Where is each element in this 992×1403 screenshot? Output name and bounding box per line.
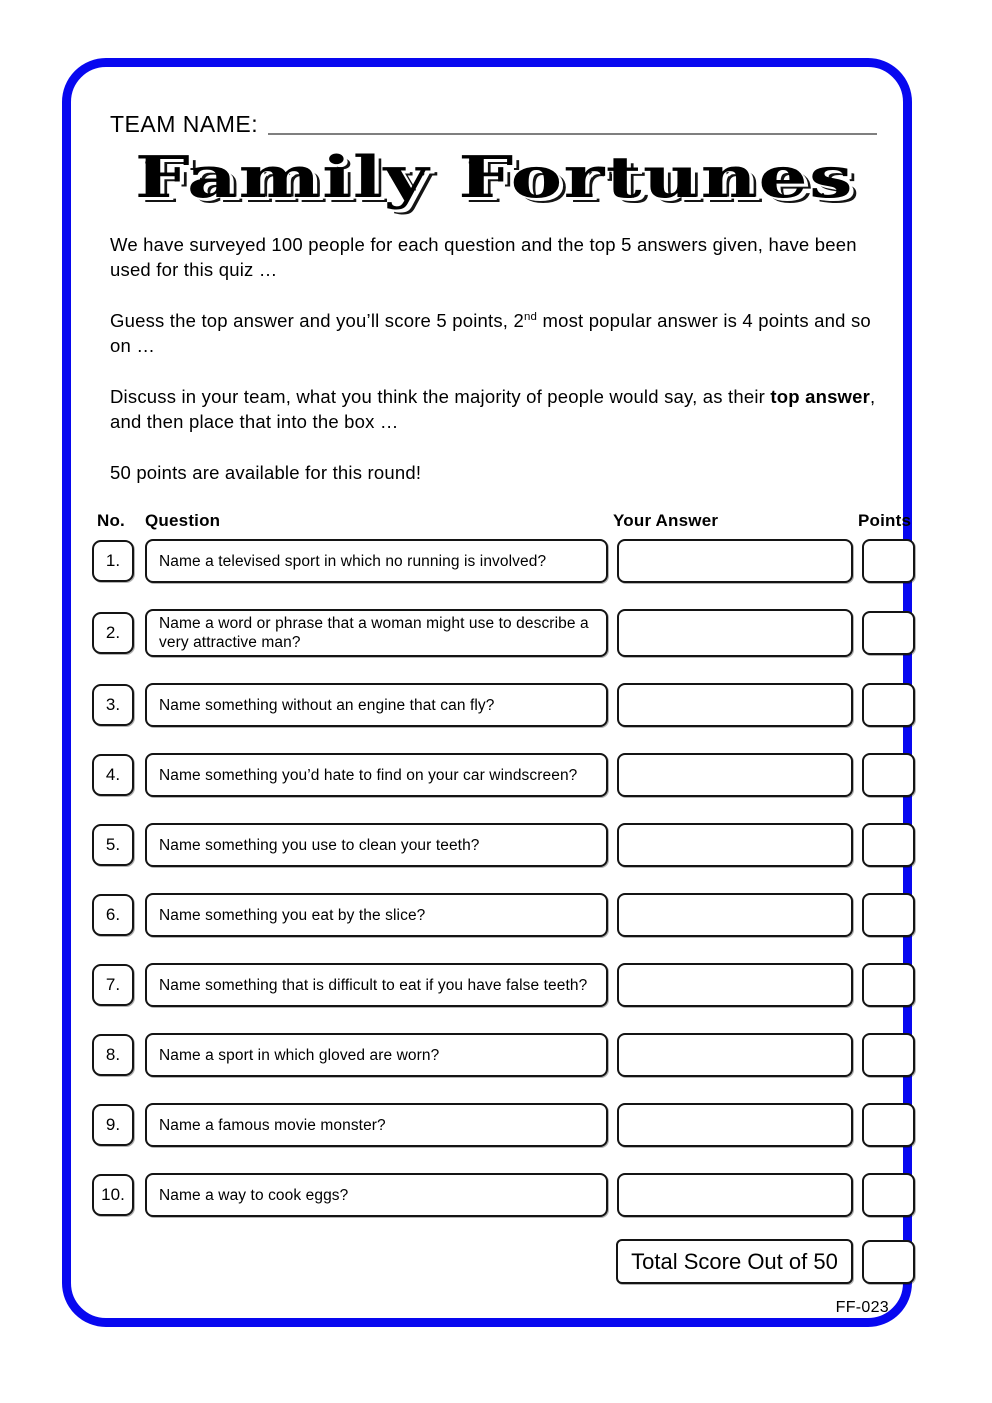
question-number-box — [92, 824, 134, 866]
question-text: Name a televised sport in which no running is involved? — [159, 552, 547, 570]
answer-input-box[interactable] — [617, 963, 853, 1007]
points-input-box[interactable] — [862, 683, 915, 727]
points-input-box[interactable] — [862, 823, 915, 867]
question-number-box — [92, 964, 134, 1006]
page-border — [62, 58, 912, 1327]
table-row — [92, 823, 915, 867]
table-row — [92, 1033, 915, 1077]
points-input-box[interactable] — [862, 1103, 915, 1147]
question-number-box — [92, 894, 134, 936]
question-number-box — [92, 1034, 134, 1076]
points-input-box[interactable] — [862, 539, 915, 583]
question-number: 3. — [105, 695, 121, 714]
question-text: Name something you use to clean your teeth? — [159, 836, 480, 854]
question-text: Name something without an engine that can fly? — [159, 696, 495, 714]
answer-input-box[interactable] — [617, 753, 853, 797]
question-text: Name a sport in which gloved are worn? — [159, 1046, 440, 1064]
table-row — [92, 609, 915, 657]
question-box — [145, 1033, 608, 1077]
team-name-row — [110, 111, 877, 138]
question-text: Name something that is difficult to eat if you have false teeth? — [159, 976, 588, 994]
question-number: 5. — [105, 835, 121, 854]
answer-input-box[interactable] — [617, 1033, 853, 1077]
question-box — [145, 823, 608, 867]
question-number: 10. — [101, 1185, 125, 1204]
intro-paragraph-4: 50 points are available for this round! — [110, 462, 422, 483]
intro-paragraph-2 — [110, 308, 877, 358]
total-score-row — [92, 1239, 915, 1284]
points-input-box[interactable] — [862, 963, 915, 1007]
question-number-box — [92, 612, 134, 654]
question-text: Name a way to cook eggs? — [159, 1186, 349, 1204]
table-row — [92, 539, 915, 583]
intro-p2-text: Guess the top answer and you’ll score 5 points, 2 — [110, 310, 524, 331]
question-box — [145, 1103, 608, 1147]
intro-p2-text-cont: most popular answer is 4 points and so on … — [110, 310, 871, 356]
question-number-box — [92, 1174, 134, 1216]
question-number: 9. — [105, 1115, 121, 1134]
question-number: 4. — [105, 765, 121, 784]
header-your-answer: Your Answer — [613, 511, 719, 530]
question-number: 8. — [105, 1045, 121, 1064]
intro-paragraph-3 — [110, 384, 877, 434]
points-input-box[interactable] — [862, 1173, 915, 1217]
answer-input-box[interactable] — [617, 1103, 853, 1147]
points-input-box[interactable] — [862, 1033, 915, 1077]
question-box — [145, 609, 608, 657]
question-number-box — [92, 754, 134, 796]
page-title: Family Fortunes — [134, 144, 855, 211]
intro-text — [92, 232, 897, 485]
question-box — [145, 893, 608, 937]
table-row — [92, 963, 915, 1007]
answer-input-box[interactable] — [617, 823, 853, 867]
question-text: Name something you’d hate to find on your car windscreen? — [159, 766, 578, 784]
intro-p3-text: Discuss in your team, what you think the majority of people would say, as their — [110, 386, 771, 407]
question-number: 2. — [105, 623, 121, 642]
intro-paragraph-1: We have surveyed 100 people for each question and the top 5 answers given, have been used for this quiz … — [110, 234, 857, 280]
question-number: 7. — [105, 975, 121, 994]
answer-input-box[interactable] — [617, 1173, 853, 1217]
total-score-label: Total Score Out of 50 — [631, 1248, 838, 1274]
question-box — [145, 539, 608, 583]
worksheet — [71, 67, 912, 1318]
points-input-box[interactable] — [862, 611, 915, 655]
question-box — [145, 753, 608, 797]
header-no: No. — [97, 511, 125, 530]
points-input-box[interactable] — [862, 753, 915, 797]
team-name-label: TEAM NAME: — [110, 111, 259, 137]
question-number: 6. — [105, 905, 121, 924]
question-number: 1. — [105, 551, 121, 570]
table-row — [92, 1173, 915, 1217]
question-text: Name a famous movie monster? — [159, 1116, 386, 1134]
footer-code: FF-023 — [835, 1299, 889, 1316]
intro-p3-text-cont: , and then place that into the box … — [110, 386, 876, 432]
question-text: Name a word or phrase that a woman might use to describe a very attractive man? — [159, 615, 589, 651]
question-text: Name something you eat by the slice? — [159, 906, 426, 924]
table-row — [92, 1103, 915, 1147]
question-number-box — [92, 1104, 134, 1146]
question-box — [145, 1173, 608, 1217]
question-box — [145, 963, 608, 1007]
answer-input-box[interactable] — [617, 609, 853, 657]
question-number-box — [92, 684, 134, 726]
title-wrap — [92, 144, 897, 216]
table-row — [92, 893, 915, 937]
team-name-input-line[interactable] — [268, 115, 877, 135]
header-points: Points — [858, 511, 912, 530]
table-header-row — [92, 511, 915, 531]
question-table — [92, 511, 915, 1284]
answer-input-box[interactable] — [617, 539, 853, 583]
table-row — [92, 753, 915, 797]
answer-input-box[interactable] — [617, 683, 853, 727]
points-input-box[interactable] — [862, 893, 915, 937]
answer-input-box[interactable] — [617, 893, 853, 937]
total-score-label-box — [616, 1239, 853, 1284]
question-number-box — [92, 540, 134, 582]
ordinal-superscript: nd — [523, 310, 538, 323]
question-box — [145, 683, 608, 727]
intro-p3-bold: top answer — [770, 386, 871, 407]
total-points-input-box[interactable] — [862, 1240, 915, 1284]
table-row — [92, 683, 915, 727]
header-question: Question — [145, 511, 221, 530]
